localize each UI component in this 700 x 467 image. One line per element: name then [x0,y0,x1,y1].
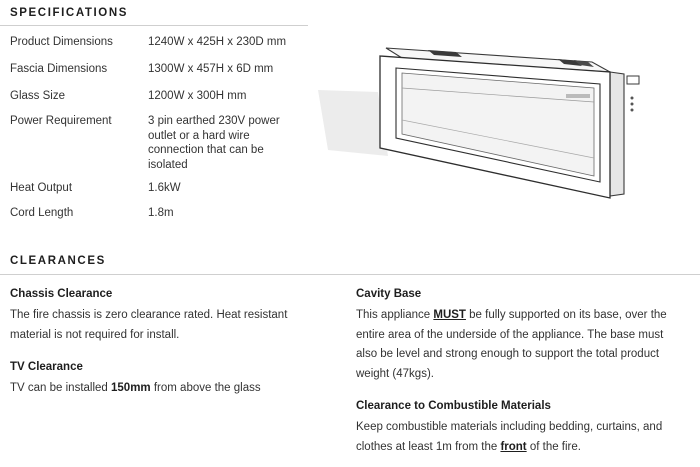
text-segment: TV can be installed [10,382,112,394]
cavity-base-text [356,306,686,384]
cavity-base-heading: Cavity Base [356,288,422,300]
spec-value: 1.6kW [148,182,181,194]
spec-label: Heat Output [10,182,73,194]
spec-value: 1240W x 425H x 230D mm [148,36,287,48]
clearances-divider [0,274,700,275]
spec-value: 1200W x 300H mm [148,90,247,102]
specifications-title: SPECIFICATIONS [10,7,129,19]
spec-value: 1300W x 457H x 6D mm [148,63,274,75]
text-segment: be fully supported on its base, over the entire area of the underside of the appliance. The base must also be level and strong enough to support the total product weight (47kgs). [356,309,667,380]
spec-label: Fascia Dimensions [10,63,108,75]
spec-label: Product Dimensions [10,36,113,48]
bold-segment: 150mm [111,382,151,394]
spec-value: 3 pin earthed 230V power outlet or a hard wire connection that can be isolated [148,115,280,171]
text-segment: Keep combustible materials including bedding, curtains, and clothes at least 1m from the [356,421,663,453]
bold-underline-segment: front [500,440,527,453]
spec-label: Cord Length [10,207,74,219]
bold-underline-segment: MUST [433,309,466,321]
chassis-clearance-heading: Chassis Clearance [10,288,113,300]
text-segment: This appliance [356,309,434,321]
clearances-title: CLEARANCES [10,255,106,267]
tv-clearance-heading: TV Clearance [10,361,83,373]
text-segment: from above the glass [150,382,261,394]
specifications-divider [0,25,308,26]
combustible-clearance-heading: Clearance to Combustible Materials [356,400,551,412]
fireplace-illustration [318,40,658,210]
spec-value: 1.8m [148,207,174,219]
spec-label: Glass Size [10,90,65,102]
spec-label: Power Requirement [10,115,112,127]
text-segment: of the fire. [526,440,581,453]
tv-clearance-text [10,379,330,399]
combustible-clearance-text [356,418,676,457]
chassis-clearance-text: The fire chassis is zero clearance rated. Heat resistant material is not required for install. [10,309,288,341]
